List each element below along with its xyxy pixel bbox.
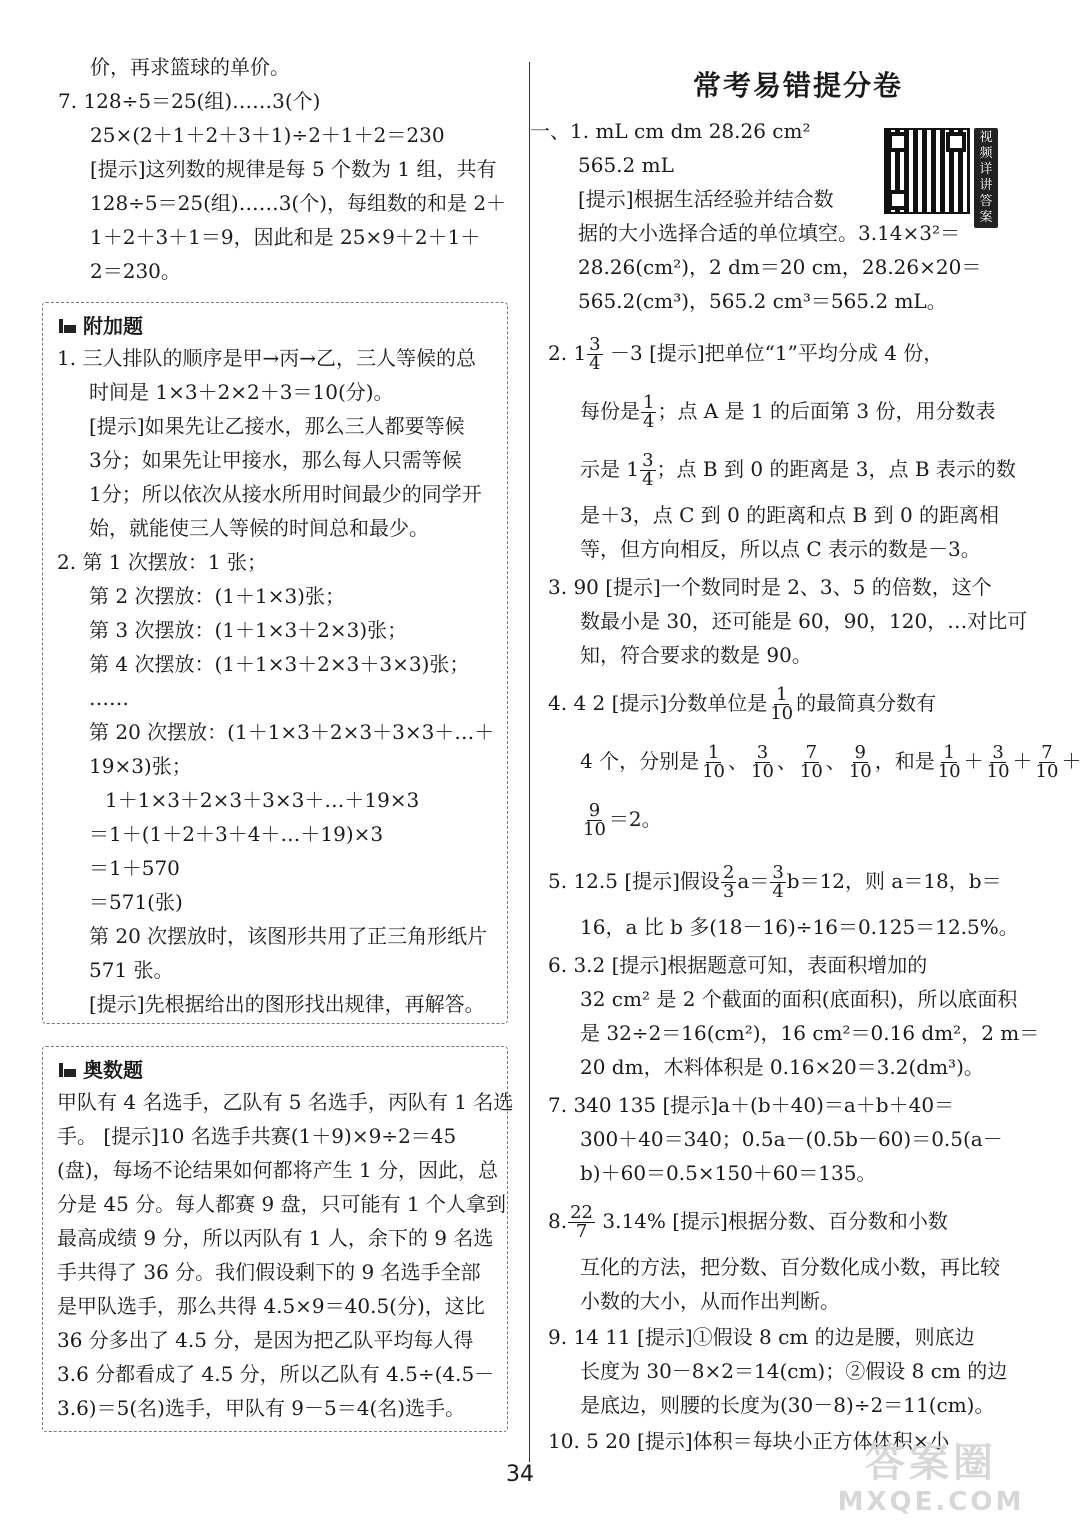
fraction: $\frac{3}{10}$ — [751, 742, 774, 782]
text-line: 6. 3.2 [提示]根据题意可知，表面积增加的 — [548, 953, 928, 977]
olympiad-box — [42, 1046, 514, 1432]
question-5 — [548, 852, 1019, 944]
text-line: 互化的方法，把分数、百分数化成小数，再比较 — [580, 1255, 1000, 1279]
text-line: 32 cm² 是 2 个截面的面积(底面积)，所以底面积 — [580, 987, 1018, 1011]
section-title: 常考易错提分卷 — [692, 69, 903, 102]
page-number: 34 — [506, 1462, 534, 1487]
text-line: ＝1＋570 — [89, 856, 180, 880]
text-line: 每份是 $\frac{1}{4}$ ；点 A 是 1 的后面第 3 份，用分数表 — [580, 392, 996, 432]
text-line: 128÷5＝25(组)……3(个)，每组数的和是 2＋ — [90, 191, 507, 215]
text-line: 第 4 次摆放：(1＋1×3＋2×3＋3×3)张； — [89, 652, 470, 676]
text-line: 8. $\frac{22}{7}$ 3.14% [提示]根据分数、百分数和小数 — [548, 1202, 948, 1242]
olympiad-box-title: 奥数题 — [57, 1055, 497, 1085]
text-line: b)＋60＝0.5×150＋60＝135。 — [580, 1161, 877, 1185]
text-line: 2＝230。 — [90, 259, 181, 283]
text-line: 3.6 分都看成了 4.5 分，所以乙队有 4.5÷(4.5－ — [57, 1362, 495, 1386]
text-line: 价，再求篮球的单价。 — [90, 55, 290, 79]
text-line: 5. 12.5 [提示]假设 $\frac{2}{3}$ a＝ $\frac{3}{4}$ b＝12，则 a＝18，b＝ — [548, 862, 1002, 902]
text-line: 3. 90 [提示]一个数同时是 2、3、5 的倍数，这个 — [548, 575, 992, 599]
fraction: $\frac{3}{4}$ — [772, 862, 784, 902]
text-line: 手共得了 36 分。我们假设剩下的 9 名选手全部 — [57, 1260, 481, 1284]
text-line: 20 dm，木料体积是 0.16×20＝3.2(dm³)。 — [580, 1055, 984, 1079]
text-line: …… — [89, 686, 129, 710]
text-line: 甲队有 4 名选手，乙队有 5 名选手，丙队有 1 名选 — [57, 1090, 514, 1114]
section-flag-icon — [57, 1061, 77, 1079]
text-line: 据的大小选择合适的单位填空。3.14×3²＝ — [578, 221, 961, 245]
bonus-questions-box — [42, 302, 508, 1024]
fraction: $\frac{9}{10}$ — [848, 742, 872, 782]
fraction: $\frac{7}{10}$ — [1035, 742, 1059, 782]
question-4 — [548, 674, 1081, 848]
text-line: 是甲队选手，那么共得 4.5×9＝40.5(分)，这比 — [57, 1294, 485, 1318]
text-line: 2. 第 1 次摆放：1 张； — [57, 550, 267, 574]
right-column — [530, 58, 1081, 1458]
text-line: 始，就能使三人等候的时间总和最少。 — [89, 516, 429, 540]
text-line: 16，a 比 b 多(18－16)÷16＝0.125＝12.5%。 — [580, 915, 1019, 939]
fraction: $\frac{22}{7}$ — [570, 1202, 593, 1242]
text-line: (盘)，每场不论结果如何都将产生 1 分，因此，总 — [57, 1158, 499, 1182]
qr-code-block[interactable] — [884, 128, 1002, 225]
text-line: 9. 14 11 [提示]①假设 8 cm 的边是腰，则底边 — [548, 1325, 975, 1349]
continuation-text — [58, 50, 520, 288]
text-line: 知，符合要求的数是 90。 — [580, 643, 812, 667]
text-line: 19×3)张； — [89, 754, 192, 778]
question-6 — [548, 948, 1040, 1084]
text-line: 36 分多出了 4.5 分，是因为把乙队平均每人得 — [57, 1328, 474, 1352]
text-line: 571 张。 — [89, 958, 174, 982]
fraction: $\frac{2}{3}$ — [722, 862, 735, 902]
bonus-box-title: 附加题 — [57, 311, 497, 341]
text-line: 一、1. mL cm dm 28.26 cm² — [530, 119, 811, 143]
text-line: 25×(2＋1＋2＋3＋1)÷2＋1＋2＝230 — [90, 123, 445, 147]
text-line: 是＋3，点 C 到 0 的距离和点 B 到 0 的距离相 — [580, 503, 1000, 527]
text-line: 2. 1 $\frac{3}{4}$ －3 [提示]把单位“1”平均分成 4 份， — [548, 334, 944, 374]
fraction: $\frac{3}{4}$ — [642, 450, 654, 490]
hint-line: [提示]这列数的规律是每 5 个数为 1 组，共有 — [90, 157, 497, 181]
text-line: 第 2 次摆放：(1＋1×3)张； — [89, 584, 345, 608]
question-7 — [548, 1088, 1008, 1190]
text-line: 第 3 次摆放：(1＋1×3＋2×3)张； — [89, 618, 408, 642]
text-line: 4. 4 2 [提示]分数单位是 $\frac{1}{10}$ 的最简真分数有 — [548, 684, 937, 724]
text-line: ＝571(张) — [89, 890, 183, 914]
question-8 — [548, 1192, 1008, 1318]
fraction: $\frac{7}{10}$ — [799, 742, 823, 782]
question-3 — [548, 570, 1028, 672]
text-line: 小数的大小，从而作出判断。 — [580, 1289, 840, 1313]
text-line: 第 20 次摆放：(1＋1×3＋2×3＋3×3＋…＋ — [89, 720, 495, 744]
text-line: 时间是 1×3＋2×2＋3＝10(分)。 — [89, 380, 394, 404]
text-line: 示是 1 $\frac{3}{4}$ ；点 B 到 0 的距离是 3，点 B 表示的数 — [580, 450, 1016, 490]
text-line: 565.2 mL — [578, 153, 674, 177]
fraction: $\frac{9}{10}$ — [583, 800, 606, 840]
question-9 — [548, 1320, 1008, 1422]
fraction: $\frac{1}{10}$ — [937, 742, 961, 782]
text-line: 7. 340 135 [提示]a＋(b＋40)＝a＋b＋40＝ — [548, 1093, 955, 1117]
text-line: 1＋1×3＋2×3＋3×3＋…＋19×3 — [105, 788, 420, 812]
text-line: ＝1＋(1＋2＋3＋4＋…＋19)×3 — [89, 822, 384, 846]
text-line: 第 20 次摆放时，该图形共用了正三角形纸片 — [89, 924, 488, 948]
section-flag-icon — [57, 317, 77, 335]
text-line: 1分；所以依次从接水所用时间最少的同学开 — [89, 482, 482, 506]
fraction: $\frac{1}{10}$ — [702, 742, 725, 782]
text-line: 1＋2＋3＋1＝9，因此和是 25×9＋2＋1＋ — [90, 225, 481, 249]
qr-label: 视频详讲答案 — [974, 128, 998, 228]
answer-7-line: 7. 128÷5＝25(组)……3(个) — [58, 89, 321, 113]
text-line: 是底边，则腰的长度为(30－8)÷2＝11(cm)。 — [580, 1393, 995, 1417]
text-line: 300＋40＝340；0.5a－(0.5b－60)＝0.5(a－ — [580, 1127, 1003, 1151]
text-line: 10. 5 20 [提示]体积＝每块小正方体体积×小 — [548, 1429, 950, 1453]
text-line: 3分；如果先让甲接水，那么每人只需等候 — [89, 448, 462, 472]
fraction: $\frac{1}{10}$ — [770, 684, 794, 724]
text-line: 手。 [提示]10 名选手共赛(1＋9)×9÷2＝45 — [57, 1124, 457, 1148]
qr-code-icon[interactable] — [884, 128, 970, 214]
left-column — [58, 50, 520, 288]
hint-line: [提示]根据生活经验并结合数 — [578, 187, 834, 211]
text-line: 1. 三人排队的顺序是甲→丙→乙，三人等候的总 — [57, 346, 476, 370]
text-line: 数最小是 30，还可能是 60，90，120，…对比可 — [580, 609, 1028, 633]
hint-line: [提示]如果先让乙接水，那么三人都要等候 — [89, 414, 465, 438]
fraction: $\frac{3}{4}$ — [589, 334, 601, 374]
question-2 — [548, 324, 1016, 566]
text-line: 4 个，分别是 $\frac{1}{10}$ 、 $\frac{3}{10}$ 、 $\frac{7}{10}$ 、 $\frac{9}{10}$ ，和是 $\frac{1}{10}$ ＋ $\frac{3}{10}$ ＋ $\frac{7}{10}$ ＋ — [580, 742, 1081, 782]
text-line: $\frac{9}{10}$ ＝2。 — [583, 800, 662, 840]
fraction: $\frac{1}{4}$ — [643, 392, 655, 432]
fraction: $\frac{3}{10}$ — [986, 742, 1010, 782]
text-line: 28.26(cm²)，2 dm＝20 cm，28.26×20＝ — [578, 255, 982, 279]
text-line: 565.2(cm³)，565.2 cm³＝565.2 mL。 — [578, 289, 947, 313]
text-line: 长度为 30－8×2＝14(cm)；②假设 8 cm 的边 — [580, 1359, 1008, 1383]
text-line: 是 32÷2＝16(cm²)，16 cm²＝0.16 dm²，2 m＝ — [580, 1021, 1040, 1045]
text-line: 3.6)＝5(名)选手，甲队有 9－5＝4(名)选手。 — [57, 1396, 466, 1420]
text-line: 最高成绩 9 分，所以丙队有 1 人，余下的 9 名选 — [57, 1226, 494, 1250]
text-line: 分是 45 分。每人都赛 9 盘，只可能有 1 个人拿到 — [57, 1192, 507, 1216]
text-line: 等，但方向相反，所以点 C 表示的数是－3。 — [580, 537, 981, 561]
watermark-logo: 答案圈 MXQE.COM — [837, 1440, 1025, 1517]
hint-line: [提示]先根据给出的图形找出规律，再解答。 — [89, 992, 485, 1016]
